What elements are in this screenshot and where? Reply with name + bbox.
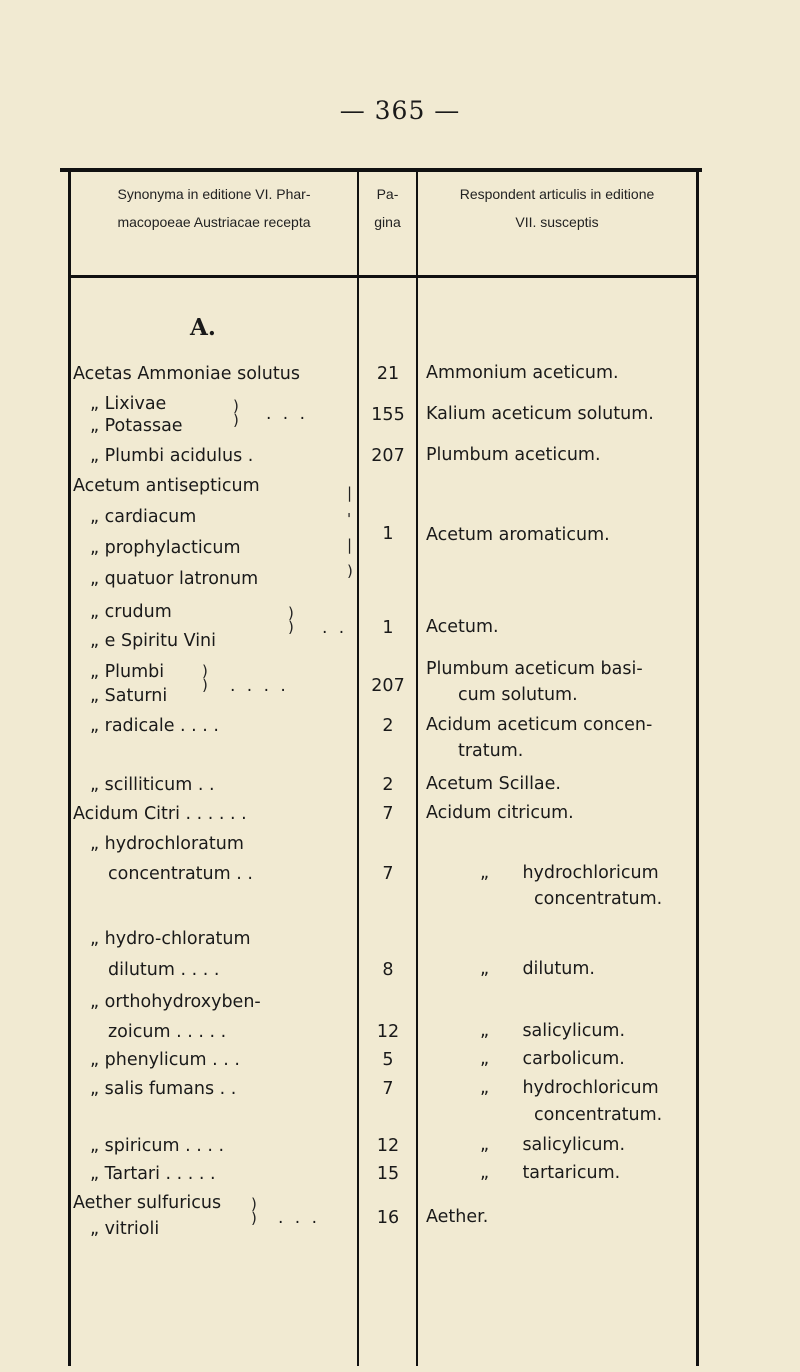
header-synonyms-line-2: macopoeae Austriacae recepta: [117, 214, 311, 230]
header-synonyms: [71, 180, 357, 236]
synonym-cell: „ hydro-chloratum: [90, 929, 251, 949]
page-cell: 2: [382, 716, 394, 736]
synonym-cell: „ prophylacticum: [90, 538, 241, 558]
page-cell: 7: [382, 1079, 394, 1099]
header-respondent-line-2: VII. susceptis: [515, 214, 599, 230]
respondent-cell: „ salicylicum.: [480, 1021, 626, 1041]
table-right-border: [696, 172, 699, 1366]
synonym-cell: „ phenylicum . . .: [90, 1050, 240, 1070]
header-page: [359, 180, 416, 236]
leader-dots: . . . .: [230, 676, 289, 696]
column-divider-2: [416, 172, 418, 1366]
respondent-cell: cum solutum.: [458, 685, 578, 705]
brace-icon: ) ): [288, 604, 294, 636]
respondent-cell: Aether.: [426, 1207, 489, 1227]
page-cell: 15: [376, 1164, 400, 1184]
synonym-cell: Acetas Ammoniae solutus: [73, 364, 300, 384]
page-cell: 16: [376, 1208, 400, 1228]
page-cell: 5: [382, 1050, 394, 1070]
synonym-cell: „ e Spiritu Vini: [90, 631, 217, 651]
synonym-cell: „ salis fumans . .: [90, 1079, 237, 1099]
respondent-cell: Ammonium aceticum.: [426, 363, 619, 383]
brace-icon: | ' | ): [347, 484, 353, 580]
respondent-cell: Acetum Scillae.: [426, 774, 561, 794]
page-number: — 365 —: [339, 96, 461, 125]
respondent-cell: „ hydrochloricum: [480, 863, 659, 883]
synonym-cell: „ cardiacum: [90, 507, 197, 527]
synonym-cell: „ vitrioli: [90, 1219, 160, 1239]
synonym-cell: Acetum antisepticum: [73, 476, 260, 496]
header-page-line-2: gina: [374, 214, 401, 230]
synonym-cell: „ Plumbi: [90, 662, 165, 682]
respondent-cell: „ carbolicum.: [480, 1049, 625, 1069]
respondent-cell: tratum.: [458, 741, 524, 761]
column-divider-1: [357, 172, 359, 1366]
brace-icon: ) ): [251, 1195, 257, 1227]
synonym-cell: „ Saturni: [90, 686, 168, 706]
synonym-cell: „ orthohydroxyben-: [90, 992, 261, 1012]
brace-icon: ) ): [202, 662, 208, 694]
respondent-cell: „ hydrochloricum: [480, 1078, 659, 1098]
page-cell: 8: [382, 960, 394, 980]
page-cell: 12: [376, 1022, 400, 1042]
page-cell: 1: [382, 524, 394, 544]
page-cell: 7: [382, 864, 394, 884]
page-cell: 207: [371, 676, 405, 696]
header-synonyms-line-1: Synonyma in editione VI. Phar-: [117, 186, 311, 202]
synonym-cell: „ Lixivae: [90, 394, 167, 414]
brace-icon: ) ): [233, 397, 239, 429]
synonym-table: [60, 168, 702, 1372]
leader-dots: . . .: [266, 404, 309, 424]
header-respondent: [418, 180, 696, 236]
respondent-cell: Acetum.: [426, 617, 499, 637]
page-cell: 155: [371, 405, 405, 425]
synonym-cell: „ Potassae: [90, 416, 183, 436]
respondent-cell: Kalium aceticum solutum.: [426, 404, 654, 424]
page-cell: 7: [382, 804, 394, 824]
synonym-cell: „ spiricum . . . .: [90, 1136, 225, 1156]
synonym-cell: concentratum . .: [108, 864, 253, 884]
respondent-cell: „ dilutum.: [480, 959, 595, 979]
page-cell: 1: [382, 618, 394, 638]
synonym-cell: „ crudum: [90, 602, 172, 622]
respondent-cell: Plumbum aceticum basi-: [426, 659, 643, 679]
synonym-cell: „ quatuor latronum: [90, 569, 259, 589]
page-cell: 12: [376, 1136, 400, 1156]
synonym-cell: Aether sulfuricus: [73, 1193, 222, 1213]
synonym-cell: „ hydrochloratum: [90, 834, 244, 854]
synonym-cell: zoicum . . . . .: [108, 1022, 227, 1042]
page-cell: 207: [371, 446, 405, 466]
leader-dots: . .: [322, 618, 348, 638]
respondent-cell: „ salicylicum.: [480, 1135, 626, 1155]
synonym-cell: „ Plumbi acidulus .: [90, 446, 254, 466]
respondent-cell: „ tartaricum.: [480, 1163, 621, 1183]
synonym-cell: „ Tartari . . . . .: [90, 1164, 216, 1184]
synonym-cell: „ radicale . . . .: [90, 716, 219, 736]
header-page-line-1: Pa-: [376, 186, 399, 202]
section-letter: A.: [190, 314, 216, 341]
page-cell: 21: [376, 364, 400, 384]
synonym-cell: Acidum Citri . . . . . .: [73, 804, 247, 824]
table-left-border: [68, 172, 71, 1366]
respondent-cell: Acidum citricum.: [426, 803, 574, 823]
header-respondent-line-1: Respondent articulis in editione: [459, 186, 655, 202]
respondent-cell: concentratum.: [534, 1105, 663, 1125]
respondent-cell: Acetum aromaticum.: [426, 525, 610, 545]
respondent-cell: Plumbum aceticum.: [426, 445, 601, 465]
leader-dots: . . .: [278, 1208, 321, 1228]
respondent-cell: Acidum aceticum concen-: [426, 715, 653, 735]
header-rule: [68, 275, 699, 278]
respondent-cell: concentratum.: [534, 889, 663, 909]
synonym-cell: „ scilliticum . .: [90, 775, 215, 795]
synonym-cell: dilutum . . . .: [108, 960, 220, 980]
page-cell: 2: [382, 775, 394, 795]
